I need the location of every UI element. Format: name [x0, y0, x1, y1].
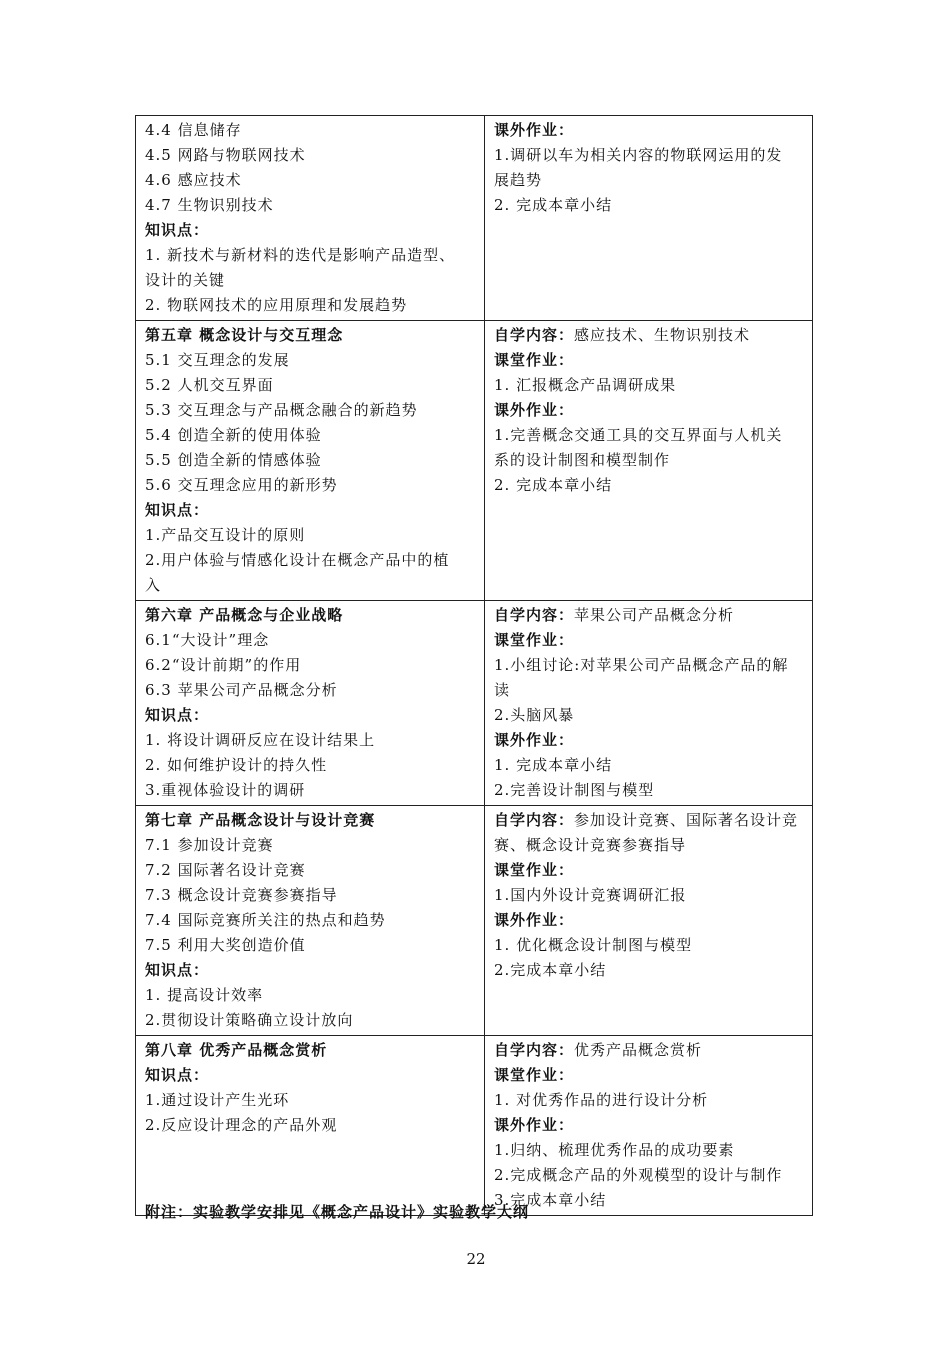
text-line: 7.5 利用大奖创造价值 [145, 936, 306, 954]
table-row [136, 1036, 813, 1216]
text-line: 2.完成本章小结 [494, 961, 607, 979]
text-line: 5.6 交互理念应用的新形势 [145, 476, 338, 494]
page-number: 22 [466, 1250, 486, 1268]
text-line: 6.1“大设计”理念 [145, 631, 270, 649]
text-line: 4.7 生物识别技术 [145, 196, 274, 214]
line-text: 优秀产品概念赏析 [574, 1041, 703, 1059]
text-line: 课外作业： [494, 911, 575, 929]
text-line: 1.完善概念交通工具的交互界面与人机关 [494, 426, 783, 444]
table-row [136, 116, 813, 321]
text-line: 赛、概念设计竞赛参赛指导 [494, 836, 687, 854]
text-line: 1.产品交互设计的原则 [145, 526, 306, 544]
text-line: 第八章 优秀产品概念赏析 [145, 1041, 328, 1059]
text-line: 知识点： [145, 1066, 210, 1084]
text-line: 课堂作业： [494, 631, 575, 649]
text-line: 系的设计制图和模型制作 [494, 451, 671, 469]
text-line: 5.3 交互理念与产品概念融合的新趋势 [145, 401, 418, 419]
text-line: 5.2 人机交互界面 [145, 376, 274, 394]
text-line: 5.4 创造全新的使用体验 [145, 426, 322, 444]
text-line: 2. 完成本章小结 [494, 196, 613, 214]
text-line [494, 808, 804, 833]
text-line: 5.1 交互理念的发展 [145, 351, 290, 369]
footnote: 附注：实验教学安排见《概念产品设计》实验教学大纲 [145, 1203, 530, 1221]
text-line: 6.2“设计前期”的作用 [145, 656, 302, 674]
text-line: 课堂作业： [494, 1066, 575, 1084]
text-line: 知识点： [145, 501, 210, 519]
text-line: 1. 提高设计效率 [145, 986, 264, 1004]
text-line: 4.5 网路与物联网技术 [145, 146, 306, 164]
chapter-content-cell [136, 806, 485, 1036]
text-line: 7.4 国际竞赛所关注的热点和趋势 [145, 911, 386, 929]
text-line: 2.完成概念产品的外观模型的设计与制作 [494, 1166, 783, 1184]
text-line: 课堂作业： [494, 861, 575, 879]
text-line: 知识点： [145, 961, 210, 979]
line-heading: 自学内容： [494, 1041, 575, 1059]
line-text: 苹果公司产品概念分析 [574, 606, 735, 624]
text-line: 课外作业： [494, 1116, 575, 1134]
text-line: 5.5 创造全新的情感体验 [145, 451, 322, 469]
assignment-cell [485, 601, 813, 806]
chapter-content-cell [136, 321, 485, 601]
text-line: 6.3 苹果公司产品概念分析 [145, 681, 338, 699]
text-line: 1. 优化概念设计制图与模型 [494, 936, 693, 954]
text-line: 3.完成本章小结 [494, 1191, 607, 1209]
text-line: 1. 将设计调研反应在设计结果上 [145, 731, 376, 749]
chapter-content-cell [136, 116, 485, 321]
text-line: 第六章 产品概念与企业战略 [145, 606, 344, 624]
text-line: 1. 对优秀作品的进行设计分析 [494, 1091, 709, 1109]
table-body [136, 116, 813, 1216]
course-schedule-table [135, 115, 813, 1216]
text-line [494, 1038, 804, 1063]
text-line: 设计的关键 [145, 271, 226, 289]
text-line: 第七章 产品概念设计与设计竞赛 [145, 811, 376, 829]
text-line: 4.6 感应技术 [145, 171, 242, 189]
text-line: 课堂作业： [494, 351, 575, 369]
text-line: 课外作业： [494, 731, 575, 749]
text-line: 1.国内外设计竞赛调研汇报 [494, 886, 687, 904]
text-line: 1.通过设计产生光环 [145, 1091, 290, 1109]
assignment-cell [485, 806, 813, 1036]
chapter-content-cell [136, 601, 485, 806]
text-line: 1.调研以车为相关内容的物联网运用的发 [494, 146, 783, 164]
text-line: 1. 新技术与新材料的迭代是影响产品造型、 [145, 246, 456, 264]
line-text: 感应技术、生物识别技术 [574, 326, 751, 344]
text-line: 课外作业： [494, 121, 575, 139]
chapter-content-cell [136, 1036, 485, 1216]
text-line: 2.用户体验与情感化设计在概念产品中的植 [145, 551, 450, 569]
line-heading: 自学内容： [494, 606, 575, 624]
assignment-cell [485, 116, 813, 321]
text-line: 3.重视体验设计的调研 [145, 781, 306, 799]
text-line: 7.1 参加设计竞赛 [145, 836, 274, 854]
text-line: 1. 汇报概念产品调研成果 [494, 376, 677, 394]
text-line: 入 [145, 576, 162, 594]
text-line: 2. 完成本章小结 [494, 476, 613, 494]
text-line: 知识点： [145, 221, 210, 239]
text-line: 7.2 国际著名设计竞赛 [145, 861, 306, 879]
text-line: 2.反应设计理念的产品外观 [145, 1116, 338, 1134]
text-line: 2. 物联网技术的应用原理和发展趋势 [145, 296, 408, 314]
text-line: 课外作业： [494, 401, 575, 419]
text-line: 2. 如何维护设计的持久性 [145, 756, 328, 774]
table-row [136, 601, 813, 806]
text-line: 4.4 信息储存 [145, 121, 242, 139]
text-line: 1.小组讨论:对苹果公司产品概念产品的解 [494, 656, 789, 674]
assignment-cell [485, 321, 813, 601]
text-line: 1.归纳、梳理优秀作品的成功要素 [494, 1141, 735, 1159]
text-line [494, 603, 804, 628]
text-line [494, 323, 804, 348]
line-text: 参加设计竞赛、国际著名设计竞 [574, 811, 799, 829]
line-heading: 自学内容： [494, 326, 575, 344]
text-line: 2.贯彻设计策略确立设计放向 [145, 1011, 354, 1029]
text-line: 展趋势 [494, 171, 543, 189]
text-line: 1. 完成本章小结 [494, 756, 613, 774]
text-line: 第五章 概念设计与交互理念 [145, 326, 344, 344]
table-row [136, 806, 813, 1036]
text-line: 2.完善设计制图与模型 [494, 781, 655, 799]
text-line: 7.3 概念设计竞赛参赛指导 [145, 886, 338, 904]
table-row [136, 321, 813, 601]
text-line: 读 [494, 681, 511, 699]
text-line: 2.头脑风暴 [494, 706, 575, 724]
text-line: 知识点： [145, 706, 210, 724]
assignment-cell [485, 1036, 813, 1216]
line-heading: 自学内容： [494, 811, 575, 829]
